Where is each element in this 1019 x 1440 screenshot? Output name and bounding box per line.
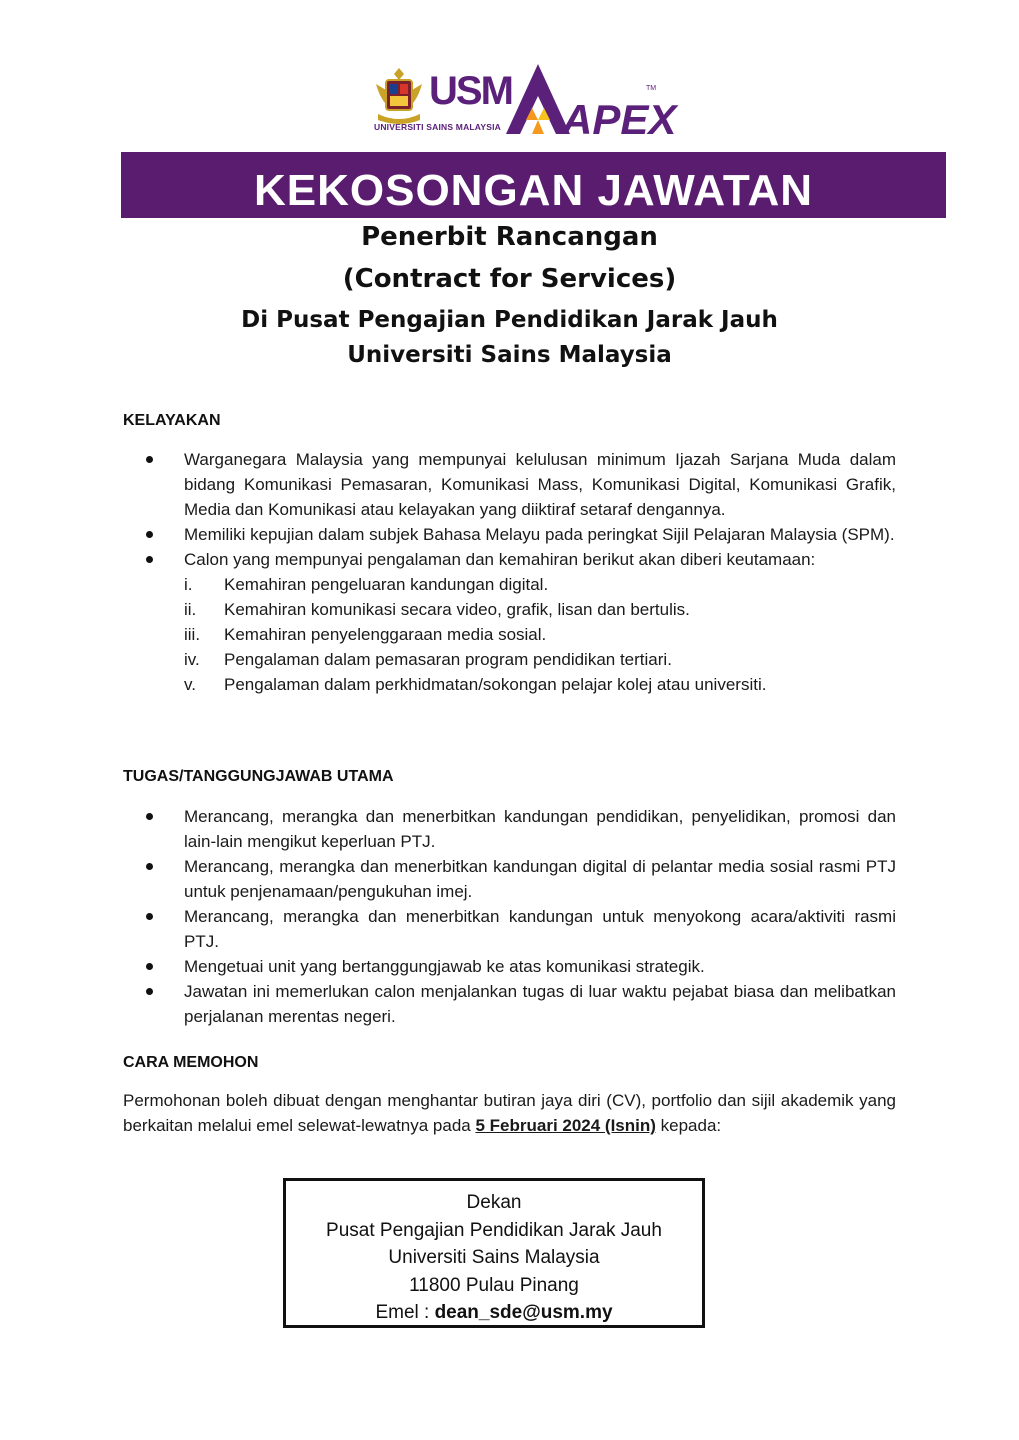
- email-address[interactable]: dean_sde@usm.my: [434, 1302, 613, 1323]
- usm-logo-wordmark: USM: [429, 69, 512, 113]
- list-item: Jawatan ini memerlukan calon menjalankan tugas di luar waktu pejabat biasa dan melibatkan perjalanan merentas negeri.: [143, 979, 896, 1029]
- sub-list-item: iii. Kemahiran penyelenggaraan media sosial.: [184, 625, 547, 644]
- tugas-heading: TUGAS/TANGGUNGJAWAB UTAMA: [123, 768, 394, 785]
- tugas-list: [143, 804, 896, 1029]
- list-item: Merancang, merangka dan menerbitkan kandungan digital di pelantar media sosial rasmi PTJ untuk penjenamaan/pengukuhan imej.: [143, 854, 896, 904]
- bullet-icon: [146, 531, 153, 538]
- unit-name: Di Pusat Pengajian Pendidikan Jarak Jauh: [241, 307, 778, 333]
- header-logos: [372, 62, 677, 143]
- recipient-city: 11800 Pulau Pinang: [409, 1274, 579, 1296]
- list-item: Warganegara Malaysia yang mempunyai kelulusan minimum Ijazah Sarjana Muda dalam bidang Komunikasi Pemasaran, Komunikasi Mass, Komunikasi Digital, Komunikasi Grafik, Media dan Komunikasi atau kelayakan yang diiktiraf setaraf dengannya.: [143, 447, 896, 522]
- bullet-icon: [146, 556, 153, 563]
- usm-crest-icon: [372, 64, 426, 130]
- recipient-title: Dekan: [466, 1192, 522, 1213]
- bullet-icon: [146, 988, 153, 995]
- bullet-icon: [146, 813, 153, 820]
- vacancy-banner: KEKOSONGAN JAWATAN: [121, 152, 946, 218]
- position-title: Penerbit Rancangan: [361, 222, 658, 252]
- bullet-icon: [146, 963, 153, 970]
- application-paragraph: Permohonan boleh dibuat dengan menghantar butiran jaya diri (CV), portfolio dan sijil akademik yang berkaitan melalui emel selewat-lewatnya pada 5 Februari 2024 (Isnin) kepada:: [123, 1091, 896, 1135]
- bullet-icon: [146, 456, 153, 463]
- apex-logo: [506, 62, 677, 143]
- cara-heading: CARA MEMOHON: [123, 1054, 259, 1071]
- sub-list-item: iv. Pengalaman dalam pemasaran program pendidikan tertiari.: [184, 650, 672, 669]
- sub-list-item: v. Pengalaman dalam perkhidmatan/sokongan pelajar kolej atau universiti.: [184, 675, 767, 694]
- apex-trademark: TM: [646, 85, 657, 92]
- preference-sublist: [184, 572, 896, 697]
- kelayakan-list: [143, 447, 896, 697]
- list-item: Merancang, merangka dan menerbitkan kandungan untuk menyokong acara/aktiviti rasmi PTJ.: [143, 904, 896, 954]
- list-item: Calon yang mempunyai pengalaman dan kemahiran berikut akan diberi keutamaan: i. Kemahiran pengeluaran kandungan digital. ii. Kemahiran komunikasi secara video, grafik, lisan dan bertulis. iii. Kemahiran penyelenggaraan media sosial. iv. Pengalaman dalam pemasaran program pendidikan tertiari. v. Pengalaman dalam perkhidmatan/sokongan pelajar kolej atau universiti.: [143, 547, 896, 697]
- apex-logo-text: APEX: [562, 96, 677, 143]
- list-item: Merancang, merangka dan menerbitkan kandungan pendidikan, penyelidikan, promosi dan lain-lain mengikut keperluan PTJ.: [143, 804, 896, 854]
- list-item: Memiliki kepujian dalam subjek Bahasa Melayu pada peringkat Sijil Pelajaran Malaysia (SPM).: [143, 522, 896, 547]
- recipient-unit: Pusat Pengajian Pendidikan Jarak Jauh: [326, 1219, 662, 1241]
- bullet-icon: [146, 863, 153, 870]
- list-item: Mengetuai unit yang bertanggungjawab ke atas komunikasi strategik.: [143, 954, 896, 979]
- email-line: Emel : dean_sde@usm.my: [375, 1302, 613, 1323]
- recipient-university: Universiti Sains Malaysia: [388, 1247, 600, 1268]
- sub-list-item: ii. Kemahiran komunikasi secara video, grafik, lisan dan bertulis.: [184, 600, 690, 619]
- kelayakan-heading: KELAYAKAN: [123, 412, 221, 429]
- deadline-date: 5 Februari 2024 (Isnin): [475, 1116, 656, 1135]
- usm-logo-subtitle: UNIVERSITI SAINS MALAYSIA: [374, 122, 502, 132]
- university-name: Universiti Sains Malaysia: [347, 342, 672, 368]
- sub-list-item: i. Kemahiran pengeluaran kandungan digital.: [184, 575, 549, 594]
- address-box: [283, 1178, 705, 1328]
- contract-type: (Contract for Services): [342, 264, 677, 294]
- bullet-icon: [146, 913, 153, 920]
